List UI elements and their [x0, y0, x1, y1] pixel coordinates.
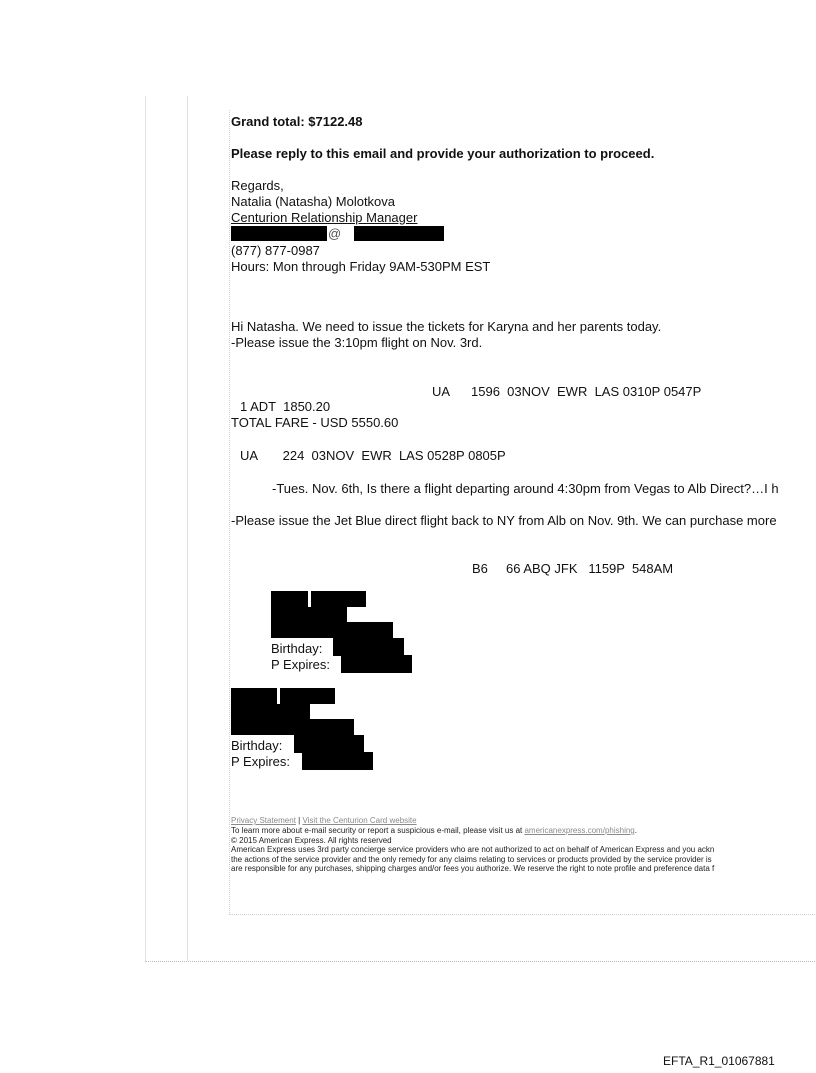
footer-disclaimer-1: American Express uses 3rd party concierge service providers who are not authorized to act on behalf of American Express and you ackn — [231, 845, 715, 854]
footer-links — [231, 816, 417, 825]
total-fare: TOTAL FARE - USD 5550.60 — [231, 415, 399, 430]
centurion-website-link[interactable]: Visit the Centurion Card website — [302, 816, 417, 825]
reply-request-flight: -Please issue the 3:10pm flight on Nov. 3rd. — [231, 335, 483, 350]
passenger-birthday-label: Birthday: — [271, 641, 323, 656]
reply-request: Please reply to this email and provide your authorization to proceed. — [231, 146, 655, 161]
reply-request-vegas: -Tues. Nov. 6th, Is there a flight departing around 4:30pm from Vegas to Alb Direct?…I h — [272, 481, 779, 496]
footer-disclaimer-2: the actions of the service provider and the only remedy for any claims relating to services or products provided by the service provider is — [231, 855, 712, 864]
security-end: . — [634, 826, 637, 835]
footer-link-separator: | — [295, 816, 303, 825]
document-id: EFTA_R1_01067881 — [663, 1054, 775, 1068]
redacted-email-domain — [354, 226, 444, 241]
flight-line-3: B6 66 ABQ JFK 1159P 548AM — [472, 561, 674, 576]
reply-request-jetblue: -Please issue the Jet Blue direct flight back to NY from Alb on Nov. 9th. We can purchase more — [231, 513, 777, 528]
redacted-birthday — [333, 638, 404, 656]
redacted-detail — [271, 607, 347, 622]
footer-security — [231, 826, 637, 835]
redacted-name-last — [280, 688, 335, 704]
redacted-expiry — [302, 752, 373, 770]
redacted-name-first — [231, 688, 277, 704]
passenger-expires-label: P Expires: — [271, 657, 331, 672]
redacted-name-first — [271, 591, 308, 607]
signature-hours: Hours: Mon through Friday 9AM-530PM EST — [231, 259, 491, 274]
footer-disclaimer-3: are responsible for any purchases, shipping charges and/or fees you authorize. We reserve the right to note profile and preference data f — [231, 864, 715, 873]
passenger-birthday-label: Birthday: — [231, 738, 283, 753]
grand-total: Grand total: $7122.48 — [231, 114, 363, 129]
security-text: To learn more about e-mail security or report a suspicious e-mail, please visit us at — [231, 826, 525, 835]
redacted-detail — [231, 719, 354, 735]
flight-line-1: UA 1596 03NOV EWR LAS 0310P 0547P — [432, 384, 702, 399]
signature-phone: (877) 877-0987 — [231, 243, 320, 258]
redacted-name-last — [311, 591, 366, 607]
reply-greeting: Hi Natasha. We need to issue the tickets for Karyna and her parents today. — [231, 319, 662, 334]
signature-name: Natalia (Natasha) Molotkova — [231, 194, 396, 209]
email-at-sign: @ — [328, 226, 342, 241]
signature-closing: Regards, — [231, 178, 284, 193]
redacted-expiry — [341, 655, 412, 673]
signature-title: Centurion Relationship Manager — [231, 210, 418, 225]
redacted-email-user — [231, 226, 327, 241]
privacy-statement-link[interactable]: Privacy Statement — [231, 816, 296, 825]
redacted-birthday — [294, 735, 364, 753]
redacted-detail — [231, 704, 310, 719]
fare-line: 1 ADT 1850.20 — [240, 399, 331, 414]
flight-line-2: UA 224 03NOV EWR LAS 0528P 0805P — [240, 448, 506, 463]
redacted-detail — [271, 622, 393, 638]
footer-copyright: © 2015 American Express. All rights reserved — [231, 836, 392, 845]
phishing-link[interactable]: americanexpress.com/phishing — [524, 826, 635, 835]
passenger-expires-label: P Expires: — [231, 754, 291, 769]
